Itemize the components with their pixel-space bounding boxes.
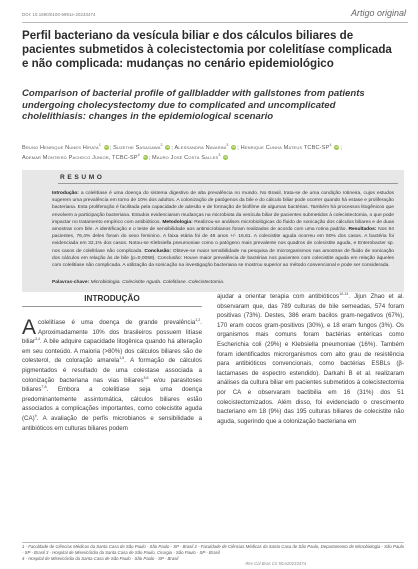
- introduction-divider: [22, 306, 202, 307]
- abstract-heading: RESUMO: [60, 174, 105, 181]
- text-run: colelitíase é uma doença de grande prevalência: [38, 319, 196, 326]
- citation-sup[interactable]: 9: [34, 413, 37, 418]
- journal-citation: Rev Col Bras Cir 50:e20233474: [245, 561, 306, 566]
- footnote-line: 4 - Hospital de Misericórdia da Santa Casa de São Paulo - São Paulo - SP - Brasil: [22, 555, 179, 561]
- affiliation-sup: 3: [218, 153, 221, 158]
- orcid-icon[interactable]: iD: [224, 155, 228, 160]
- author[interactable]: Bruno Henrique Nunes Hirata: [22, 145, 99, 151]
- abstract-intro-text: a colelitíase é uma doença do sistema digestivo de alta prevalência no mundo. No Brasil, trata-se de uma condição rotineira, cujos estudos sugerem uma prevalência em torno de 10% dos adultos. A colonização de patógenos da bile e do cálculo biliar pode ocorrer quando há estase e proliferação bacteriana. Esta proliferação é facilitada pela capacidade de adesão e de formação de biofilme de algumas bactérias. Também há processos litogênicos que envolvem a participação bacteriana. Estudos evidenciaram mudanças na microbiota da vesícula biliar de pacientes submetidos à colecistectomia, o que pode impactar no tratamento empírico com antibióticos.: [52, 191, 394, 225]
- author-line-2: Ademar Monteiro Pacheco Junior, TCBC-$SP^4$ iD ; Mauro José Costa Salles$^3$ iD: [22, 153, 228, 161]
- text-run: . Jijun Zhao et al. observaram que, das 789 culturas de bile semeadas, 574 foram positivas (73%). Destes, 386 eram bacilos gram-negativos (67%), 170 eram cocos gram-positivos (30%), e 18 eram fungos (3%). Os organismos mais comuns foram bactérias entéricas como Escherichia coli (29%) e Klebsiella pneumoniae (16%). Também foram identificados microrganismos com alto grau de resistência para antibióticos convencionais, como bactérias ESBLs (β-lactamases de espectro estendido). Darkahi B et al. realizaram análises da cultura biliar em pacientes submetidos à colecistectomia por CA e observaram bactibilia em 16 (31%) dos 51 colecistectomizados. Além disso, foi evidenciado o crescimento bacteriano em 18 (9%) das 195 culturas biliares de colecistite não aguda, sugerindo que a colonização bacteriana em: [217, 293, 405, 425]
- author[interactable]: Alessandra Navarini: [174, 145, 227, 151]
- orcid-icon[interactable]: iD: [104, 145, 108, 150]
- abstract-results-label: Resultados:: [348, 227, 377, 233]
- footnote-divider: [22, 542, 404, 543]
- orcid-icon[interactable]: iD: [143, 155, 147, 160]
- citation-sup[interactable]: 1,2: [195, 317, 201, 322]
- text-run: . Embora a colelitíase seja uma doença predominantemente assintomática, cálculos biliares estão associados a complicações importantes, como colecistite aguda (CA): [22, 386, 202, 422]
- orcid-icon[interactable]: iD: [166, 145, 170, 150]
- orcid-icon[interactable]: iD: [232, 145, 236, 150]
- page-header: [22, 8, 408, 23]
- affiliation-sup: 4: [329, 143, 332, 148]
- citation-sup[interactable]: 7,8: [41, 385, 47, 390]
- affiliation-sup: 1: [98, 143, 102, 148]
- introduction-right-column: [217, 292, 404, 426]
- keywords: [52, 279, 394, 286]
- abstract-header: [22, 173, 404, 185]
- abstract-divider: [58, 183, 398, 184]
- abstract-methods-text: Realizou-se análises microbiológicas do fluido de sonicação dos cálculos biliares e de duas amostras com bile. A identificação e o teste de sensibilidade aos antimicrobianos foram realizados de acordo com uma rotina padrão.: [52, 219, 395, 233]
- text-run: e/ou parasitoses biliares: [22, 376, 202, 394]
- citation-sup[interactable]: 5,6: [143, 375, 149, 380]
- title-portuguese: Perfil bacteriano da vesícula biliar e dos cálculos biliares de pacientes submetidos à colecistectomia por colelitíase complicada e não complicada: mudanças no cenário epidemiológico: [22, 29, 392, 70]
- text-run: . A formação de cálculos pigmentados é resultado de uma colestase associada a colonização bacteriana nas vias biliares: [22, 357, 202, 384]
- author[interactable]: Ademar Monteiro Pacheco Junior, TCBC-SP: [22, 155, 138, 161]
- text-run: . A avaliação de perfis microbianos e sensibilidade a antibióticos em culturas biliares podem: [22, 414, 202, 432]
- abstract-conclusion-text: Obteve-se maior sensibilidade na pesquisa de microrganismos nas amostras de fluido de sonicação dos cálculos em relação às de bile (p=0,0058). Conclusão: Houve maior prevalência de bactérias nos pacientes com colecistite aguda em relação àqueles com colelitíase não complicada. A utilização da sonicação na investigação bacteriana se mostrou superior ao método convencional e pode ser considerada.: [52, 248, 394, 269]
- citation-sup[interactable]: 3,4: [34, 337, 40, 342]
- abstract-methods-label: Metodologia:: [162, 219, 193, 225]
- footnotes: [22, 544, 404, 561]
- author[interactable]: Suzethe Sasagawa: [113, 145, 161, 151]
- introduction-left-column: [22, 318, 202, 433]
- text-run: . Aproximadamente 10% dos brasileiros possuem litíase biliar: [22, 319, 202, 346]
- affiliation-sup: 4: [137, 153, 140, 158]
- abstract-conclusion-label: Conclusão:: [144, 248, 172, 254]
- abstract-body: [52, 190, 394, 269]
- affiliation-sup: 3: [226, 143, 229, 148]
- orcid-icon[interactable]: iD: [335, 145, 339, 150]
- author[interactable]: Henrique Cunha Mateus TCBC-SP: [240, 145, 330, 151]
- footnote-line: 1 - Faculdade de Ciências Médicas da Santa Casa de São Paulo - São Paulo - SP - Brasil 2 - Faculdade de Ciências Médicas da Santa Casa de São Paulo, Departamento de Microbiologia - São Paulo - SP - Brasil 3 - Hospital de Misericórdia da Santa Casa de São Paulo, Cirurgia - São Paulo - SP - Brasil: [22, 544, 405, 555]
- keywords-text: Microbiologia. Colecistite Aguda. Colelitíase. Colecistectomia.: [89, 280, 225, 285]
- keywords-label: Palavras-chave:: [52, 280, 90, 285]
- affiliation-sup: 2: [160, 143, 163, 148]
- text-run: ajudar a orientar terapia com antibióticos: [217, 293, 340, 300]
- author[interactable]: Mauro José Costa Salles: [151, 155, 219, 161]
- section-tag: Artigo original: [350, 8, 406, 18]
- title-english: Comparison of bacterial profile of gallbladder with gallstones from patients undergoing cholecystectomy due to complicated and uncomplicated cholelithiasis: changes in the epidemiological scenario: [22, 88, 365, 123]
- author-line-1: Bruno Henrique Nunes Hirata$^1$ iD ; Suzethe Sasagawa$^2$ iD ; Alessandra Navarini$^3$ iD ; Henrique Cunha Mateus TCBC-$SP^4$ iD ;: [22, 143, 343, 151]
- citation-sup[interactable]: 1,5: [119, 356, 125, 361]
- drop-cap: A: [22, 316, 37, 339]
- citation-sup[interactable]: 10-13: [339, 291, 349, 296]
- abstract-intro-label: Introdução:: [52, 191, 79, 196]
- author-list: [22, 143, 404, 163]
- abstract-results-text: Nos 94 pacientes, 76,4% deles foram do sexo feminino. A faixa etária foi de 48 anos +/- 16,61. A colecistite aguda ocorreu em 50% dos casos. A bactéria foi evidenciada em 32,1% dos casos. Notou-se Klebsiella pneumoniae como o patógeno mais prevalente nos quadros de colecistite aguda, e Enterobacter sp. nos casos de colelitíase não complicada.: [52, 227, 394, 254]
- introduction-heading: INTRODUÇÃO: [84, 294, 140, 303]
- doi[interactable]: DOI: 10.1590/0100-6991e-20233474: [22, 12, 96, 17]
- text-run: . A bile adquire capacidade litogênica quando há alteração em seu conteúdo. A maioria (>80%) dos cálculos biliares são de colesterol, de coloração amarela: [22, 338, 202, 365]
